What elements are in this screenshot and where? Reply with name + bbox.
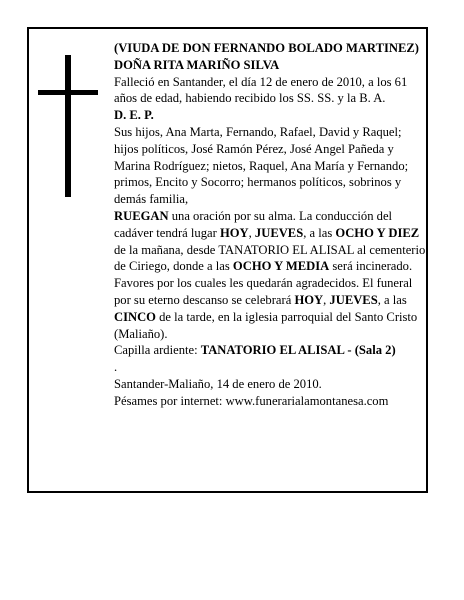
cross-icon xyxy=(38,55,98,197)
chapel-line: Capilla ardiente: TANATORIO EL ALISAL - (Sala 2) xyxy=(114,343,396,358)
cross-horizontal-bar xyxy=(38,90,98,95)
chapel-trailing-dot: . xyxy=(114,360,118,375)
death-notice: Falleció en Santander, el día 12 de enero de 2010, a los 61 años de edad, habiendo recibido los SS. SS. y la B. A. xyxy=(114,74,408,106)
deceased-name: DOÑA RITA MARIÑO SILVA xyxy=(114,57,280,72)
cross-vertical-bar xyxy=(65,55,71,197)
place-date: Santander-Maliaño, 14 de enero de 2010. xyxy=(114,376,322,391)
family-list: Sus hijos, Ana Marta, Fernando, Rafael, David y Raquel; hijos políticos, José Ramón Pérez, José Angel Pañeda y Marina Rodríguez; nietos, Raquel, Ana María y Fernando; primos, Encito y Socorro; hermanos políticos, sobrinos y demás familia, xyxy=(114,124,409,207)
dep-line: D. E. P. xyxy=(114,108,154,123)
obituary-text xyxy=(114,40,426,410)
condolences-line: Pésames por internet: www.funerarialamontanesa.com xyxy=(114,393,389,408)
funeral-request: RUEGAN una oración por su alma. La conducción del cadáver tendrá lugar HOY, JUEVES, a las OCHO Y DIEZ de la mañana, desde TANATORIO EL ALISAL al cementerio de Ciriego, donde a las OCHO Y MEDIA será incinerado. Favores por los cuales les quedarán agradecidos. El funeral por su eterno descanso se celebrará HOY, JUEVES, a las CINCO de la tarde, en la iglesia parroquial del Santo Cristo (Maliaño). xyxy=(114,208,426,341)
widow-line: (VIUDA DE DON FERNANDO BOLADO MARTINEZ) xyxy=(114,41,419,55)
